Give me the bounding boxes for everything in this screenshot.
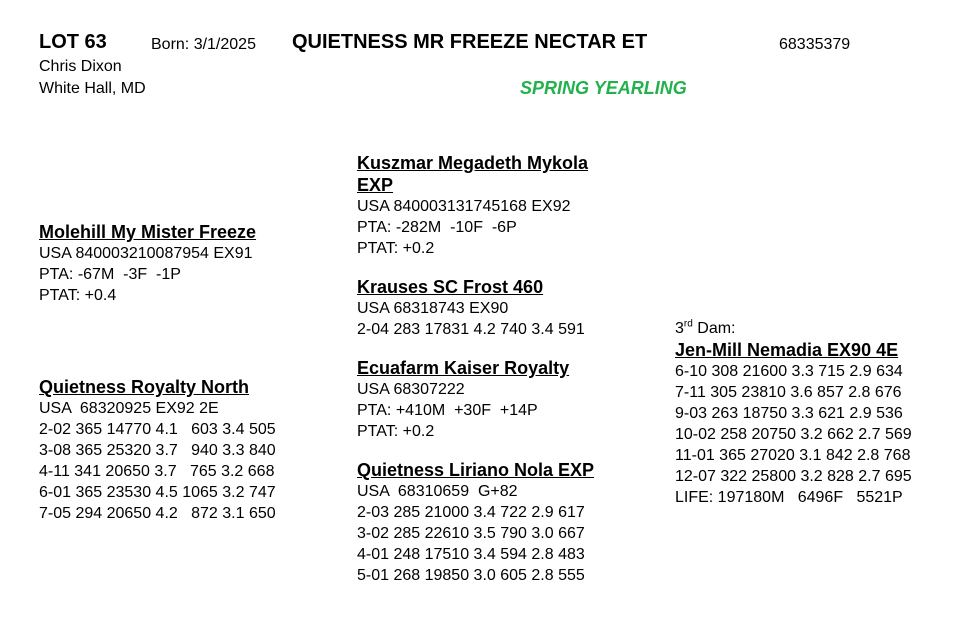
third-dam-line: 11-01 365 27020 3.1 842 2.8 768 <box>675 447 911 464</box>
dam-line: 3-08 365 25320 3.7 940 3.3 840 <box>39 442 276 459</box>
dam-sire-line: USA 68307222 <box>357 381 465 398</box>
animal-name: QUIETNESS MR FREEZE NECTAR ET <box>292 31 648 53</box>
dam-sire-line: PTA: +410M +30F +14P <box>357 402 538 419</box>
sire-dam-line: USA 68318743 EX90 <box>357 300 509 317</box>
dam-name: Quietness Royalty North <box>39 377 250 397</box>
sire-dam-line: 2-04 283 17831 4.2 740 3.4 591 <box>357 321 585 338</box>
dam-sire-line: PTAT: +0.2 <box>357 423 435 440</box>
third-dam-label-sup: rd <box>683 318 693 330</box>
dam-sire-block <box>357 357 569 442</box>
dam-dam-line: 5-01 268 19850 3.0 605 2.8 555 <box>357 567 585 584</box>
dam-dam-name: Quietness Liriano Nola EXP <box>357 460 595 480</box>
third-dam-block <box>675 318 912 508</box>
dam-line: USA 68320925 EX92 2E <box>39 400 219 417</box>
sire-block <box>39 221 256 306</box>
born-date: Born: 3/1/2025 <box>151 36 256 53</box>
registration-number: 68335379 <box>779 36 851 53</box>
sire-sire-name: Kuszmar Megadeth Mykola <box>357 153 589 173</box>
third-dam-line: 7-11 305 23810 3.6 857 2.8 676 <box>675 384 902 401</box>
sire-sire-block <box>357 152 588 259</box>
third-dam-line: 12-07 322 25800 3.2 828 2.7 695 <box>675 468 912 485</box>
dam-sire-name: Ecuafarm Kaiser Royalty <box>357 358 570 378</box>
sire-dam-block <box>357 276 585 340</box>
dam-line: 2-02 365 14770 4.1 603 3.4 505 <box>39 421 276 438</box>
dam-line: 6-01 365 23530 4.5 1065 3.2 747 <box>39 484 276 501</box>
dam-dam-block <box>357 459 594 586</box>
third-dam-name: Jen-Mill Nemadia EX90 4E <box>675 340 899 360</box>
owner-location: White Hall, MD <box>39 80 146 97</box>
third-dam-label-rest: Dam: <box>692 320 736 337</box>
sire-sire-line: PTAT: +0.2 <box>357 240 435 257</box>
dam-dam-line: 4-01 248 17510 3.4 594 2.8 483 <box>357 546 585 563</box>
third-dam-line: 10-02 258 20750 3.2 662 2.7 569 <box>675 426 912 443</box>
dam-line: 4-11 341 20650 3.7 765 3.2 668 <box>39 463 275 480</box>
sire-sire-line: USA 840003131745168 EX92 <box>357 198 571 215</box>
third-dam-life: LIFE: 197180M 6496F 5521P <box>675 489 903 506</box>
class-label: SPRING YEARLING <box>520 78 687 98</box>
sire-sire-line: PTA: -282M -10F -6P <box>357 219 517 236</box>
sire-sire-name-cont: EXP <box>357 175 394 195</box>
third-dam-label-num: 3 <box>675 320 684 337</box>
sire-dam-name: Krauses SC Frost 460 <box>357 277 544 297</box>
owner-name: Chris Dixon <box>39 58 122 75</box>
sire-line: PTAT: +0.4 <box>39 287 117 304</box>
sire-line: PTA: -67M -3F -1P <box>39 266 181 283</box>
third-dam-label <box>675 318 912 339</box>
third-dam-line: 9-03 263 18750 3.3 621 2.9 536 <box>675 405 903 422</box>
dam-dam-line: 2-03 285 21000 3.4 722 2.9 617 <box>357 504 585 521</box>
sire-line: USA 840003210087954 EX91 <box>39 245 253 262</box>
dam-dam-line: USA 68310659 G+82 <box>357 483 518 500</box>
dam-dam-line: 3-02 285 22610 3.5 790 3.0 667 <box>357 525 585 542</box>
lot-number: LOT 63 <box>39 31 107 53</box>
dam-line: 7-05 294 20650 4.2 872 3.1 650 <box>39 505 276 522</box>
dam-block <box>39 376 276 524</box>
sire-name: Molehill My Mister Freeze <box>39 222 257 242</box>
third-dam-line: 6-10 308 21600 3.3 715 2.9 634 <box>675 363 903 380</box>
